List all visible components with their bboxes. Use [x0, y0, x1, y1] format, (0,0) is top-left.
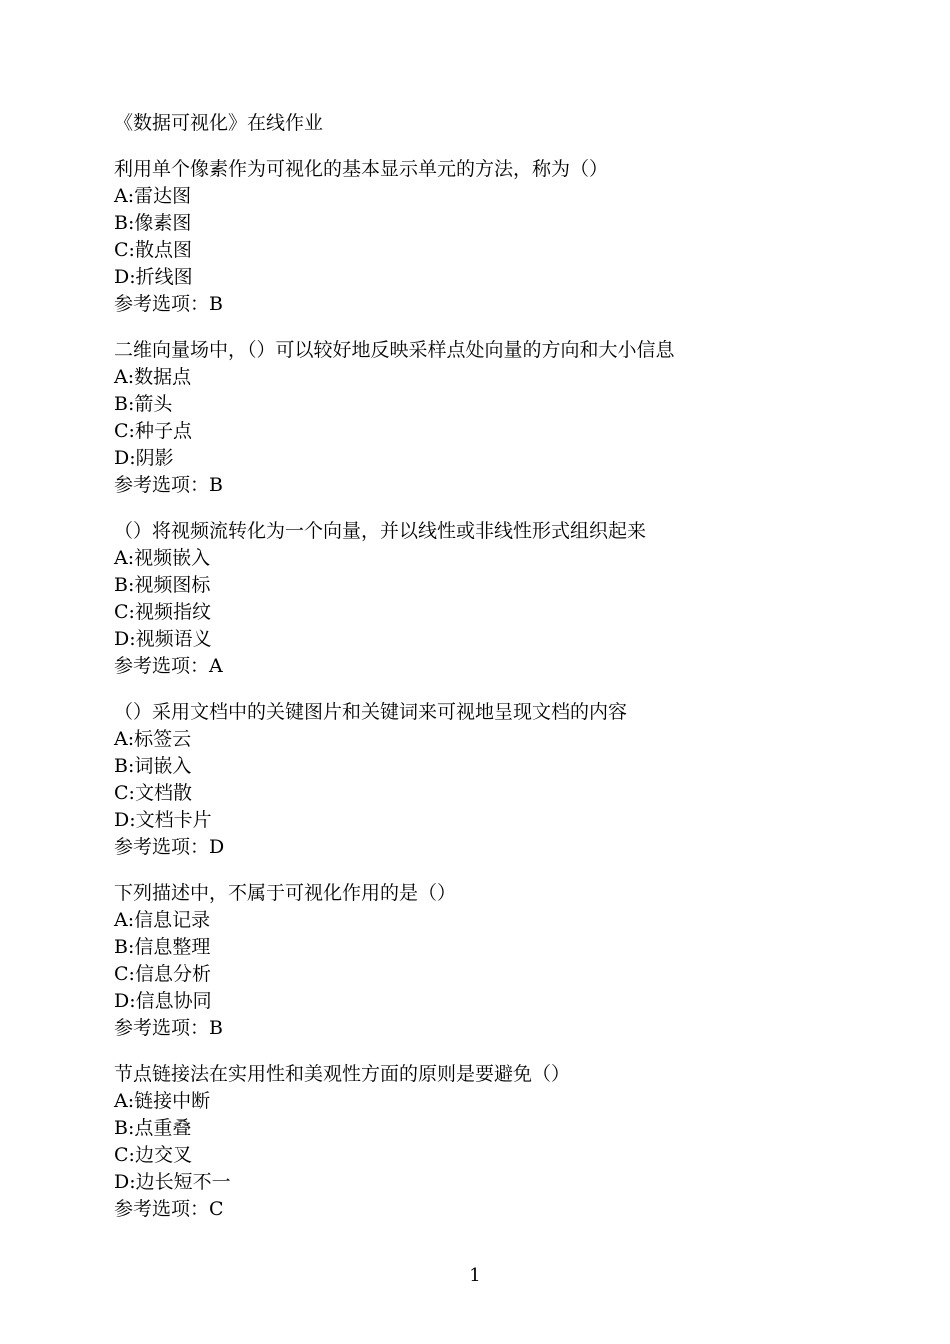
option-b: B:词嵌入 [114, 755, 192, 777]
question-stem: 二维向量场中，（）可以较好地反映采样点处向量的方向和大小信息 [114, 339, 675, 361]
option-b: B:箭头 [114, 393, 173, 415]
option-b: B:信息整理 [114, 936, 211, 958]
reference-answer: 参考选项：C [114, 1198, 224, 1220]
option-a: A:信息记录 [114, 909, 211, 931]
question-stem: 利用单个像素作为可视化的基本显示单元的方法，称为（） [114, 158, 609, 180]
option-c: C:视频指纹 [114, 601, 211, 623]
option-c: C:散点图 [114, 239, 192, 261]
reference-answer: 参考选项：B [114, 474, 223, 496]
option-d: D:阴影 [114, 447, 174, 469]
question-stem: （）将视频流转化为一个向量，并以线性或非线性形式组织起来 [114, 520, 647, 542]
option-a: A:链接中断 [114, 1090, 211, 1112]
reference-answer: 参考选项：B [114, 293, 223, 315]
option-b: B:点重叠 [114, 1117, 192, 1139]
reference-answer: 参考选项：A [114, 655, 223, 677]
option-d: D:折线图 [114, 266, 193, 288]
question-block [114, 699, 894, 861]
question-block [114, 156, 894, 318]
option-c: C:边交叉 [114, 1144, 192, 1166]
question-stem: 节点链接法在实用性和美观性方面的原则是要避免（） [114, 1063, 571, 1085]
option-b: B:视频图标 [114, 574, 211, 596]
question-stem: 下列描述中，不属于可视化作用的是（） [114, 882, 457, 904]
question-block [114, 518, 894, 680]
option-d: D:视频语义 [114, 628, 212, 650]
option-c: C:信息分析 [114, 963, 211, 985]
option-d: D:边长短不一 [114, 1171, 231, 1193]
question-block [114, 880, 894, 1042]
option-d: D:信息协同 [114, 990, 212, 1012]
reference-answer: 参考选项：D [114, 836, 225, 858]
question-block [114, 1061, 894, 1223]
document-title: 《数据可视化》在线作业 [114, 112, 324, 134]
option-b: B:像素图 [114, 212, 192, 234]
page-number: 1 [469, 1265, 481, 1286]
option-c: C:文档散 [114, 782, 192, 804]
document-body [114, 110, 894, 1242]
question-block [114, 337, 894, 499]
option-a: A:雷达图 [114, 185, 192, 207]
question-stem: （）采用文档中的关键图片和关键词来可视地呈现文档的内容 [114, 701, 628, 723]
option-a: A:标签云 [114, 728, 192, 750]
option-d: D:文档卡片 [114, 809, 212, 831]
option-a: A:数据点 [114, 366, 192, 388]
reference-answer: 参考选项：B [114, 1017, 223, 1039]
option-a: A:视频嵌入 [114, 547, 211, 569]
option-c: C:种子点 [114, 420, 192, 442]
